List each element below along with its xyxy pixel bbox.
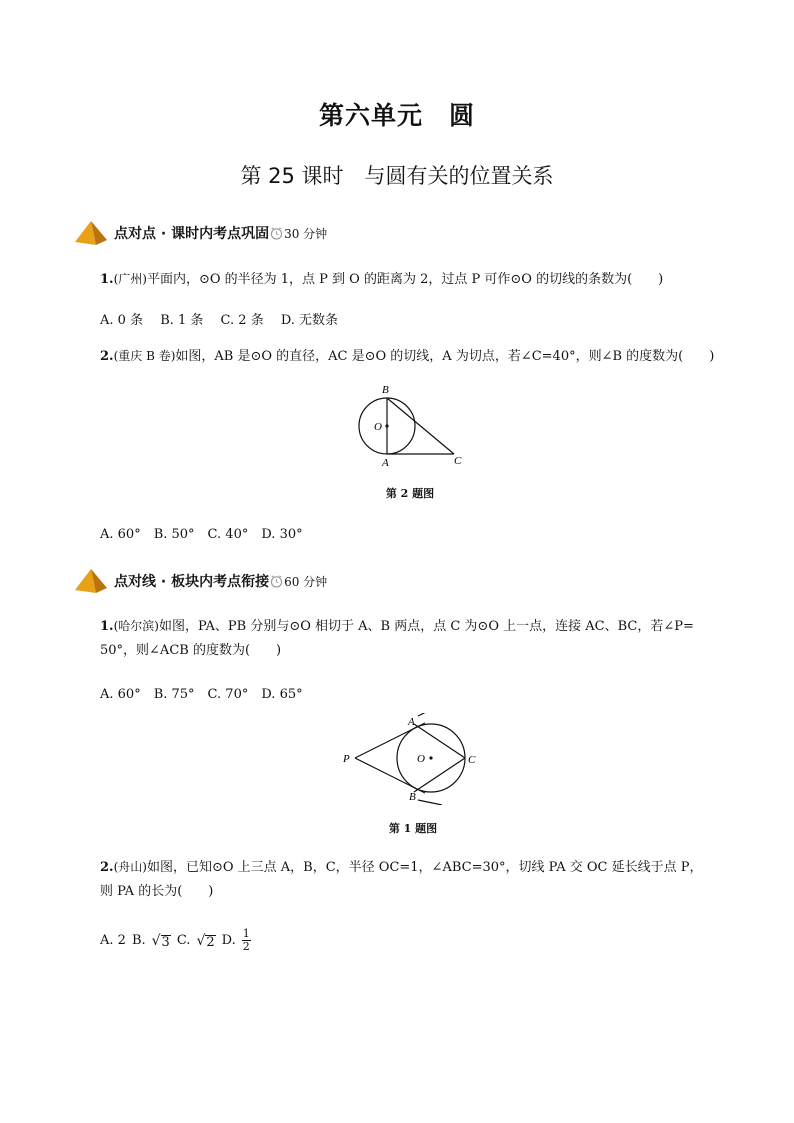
question-source: (舟山) (113, 860, 147, 874)
question-number: 1. (100, 272, 114, 287)
section-time: 30 分钟 (284, 226, 328, 241)
option-b-label: B. (131, 933, 146, 948)
question-s2-q2 (100, 855, 725, 904)
pyramid-icon (74, 220, 108, 246)
figure-caption-q2: 第 2 题图 (385, 487, 435, 500)
label-c: C (468, 754, 476, 766)
question-number: 2. (100, 860, 114, 875)
label-c: C (454, 455, 462, 467)
center-point (429, 756, 432, 759)
question-text: 如图，AB 是⊙O 的直径，AC 是⊙O 的切线，A 为切点，若∠C=40°，则∠B 的度数为( ) (175, 349, 715, 364)
option-a: A. 2 (100, 933, 126, 948)
section-title: 点对线 · 板块内考点衔接 (114, 574, 270, 590)
section-header-2 (74, 568, 327, 594)
question-s1-q2 (100, 344, 725, 369)
tangent-pa-ext (418, 713, 430, 716)
section-header-1 (74, 220, 327, 246)
figure-caption-q1: 第 1 题图 (388, 822, 438, 835)
question-number: 2. (100, 349, 114, 364)
option-b-radicand: 3 (161, 934, 170, 950)
question-s1-q1 (100, 267, 725, 292)
clock-icon (270, 227, 283, 240)
figure-q1-tangents (338, 713, 488, 805)
fraction-denominator: 2 (242, 940, 250, 953)
pyramid-icon (74, 568, 108, 594)
label-a: A (408, 716, 415, 728)
label-o: O (374, 421, 382, 433)
option-c-label: C. (176, 933, 191, 948)
question-source: (哈尔滨) (113, 619, 159, 633)
options-s1-q2: A. 60° B. 50° C. 40° D. 30° (100, 527, 303, 542)
label-a: A (382, 457, 389, 469)
figure-q2-circle-tangent (350, 380, 480, 470)
lesson-title: 第 25 课时 与圆有关的位置关系 (240, 164, 554, 188)
option-c-radicand: 2 (206, 934, 215, 950)
tangent-pa (355, 723, 425, 758)
option-d-label: D. (221, 933, 236, 948)
section-title: 点对点 · 课时内考点巩固 (114, 226, 270, 242)
question-number: 1. (100, 619, 114, 634)
option-c-sqrt: √ 2 (196, 932, 215, 950)
fraction-numerator: 1 (242, 927, 250, 940)
options-s2-q2 (100, 928, 251, 953)
tangent-pb-ext (418, 800, 442, 805)
option-b-sqrt: √ 3 (151, 932, 170, 950)
tangent-pb (355, 758, 425, 793)
question-source: (重庆 B 卷) (113, 349, 176, 363)
option-d-fraction (242, 928, 251, 953)
question-text-line2: 则 PA 的长为( ) (100, 884, 214, 899)
label-b: B (409, 791, 416, 803)
center-point (385, 424, 388, 427)
options-s2-q1: A. 60° B. 75° C. 70° D. 65° (100, 687, 303, 702)
clock-icon (270, 575, 283, 588)
segment-bc (387, 398, 454, 454)
question-text-line1: 如图，PA、PB 分别与⊙O 相切于 A、B 两点，点 C 为⊙O 上一点，连接 AC、BC，若∠P= (158, 619, 694, 634)
question-text-line1: 如图，已知⊙O 上三点 A，B，C，半径 OC=1，∠ABC=30°，切线 PA 交 OC 延长线于点 P， (146, 860, 703, 875)
unit-title: 第六单元 圆 (318, 101, 475, 130)
label-p: P (343, 753, 350, 765)
section-time: 60 分钟 (284, 574, 328, 589)
label-b: B (382, 384, 389, 396)
options-s1-q1: A. 0 条 B. 1 条 C. 2 条 D. 无数条 (100, 313, 339, 328)
question-source: (广州) (113, 272, 147, 286)
label-o: O (417, 753, 425, 765)
question-text-line2: 50°，则∠ACB 的度数为( ) (100, 643, 282, 658)
question-s2-q1 (100, 614, 725, 663)
question-text: 平面内，⊙O 的半径为 1，点 P 到 O 的距离为 2，过点 P 可作⊙O 的切线的条数为( ) (146, 272, 664, 287)
